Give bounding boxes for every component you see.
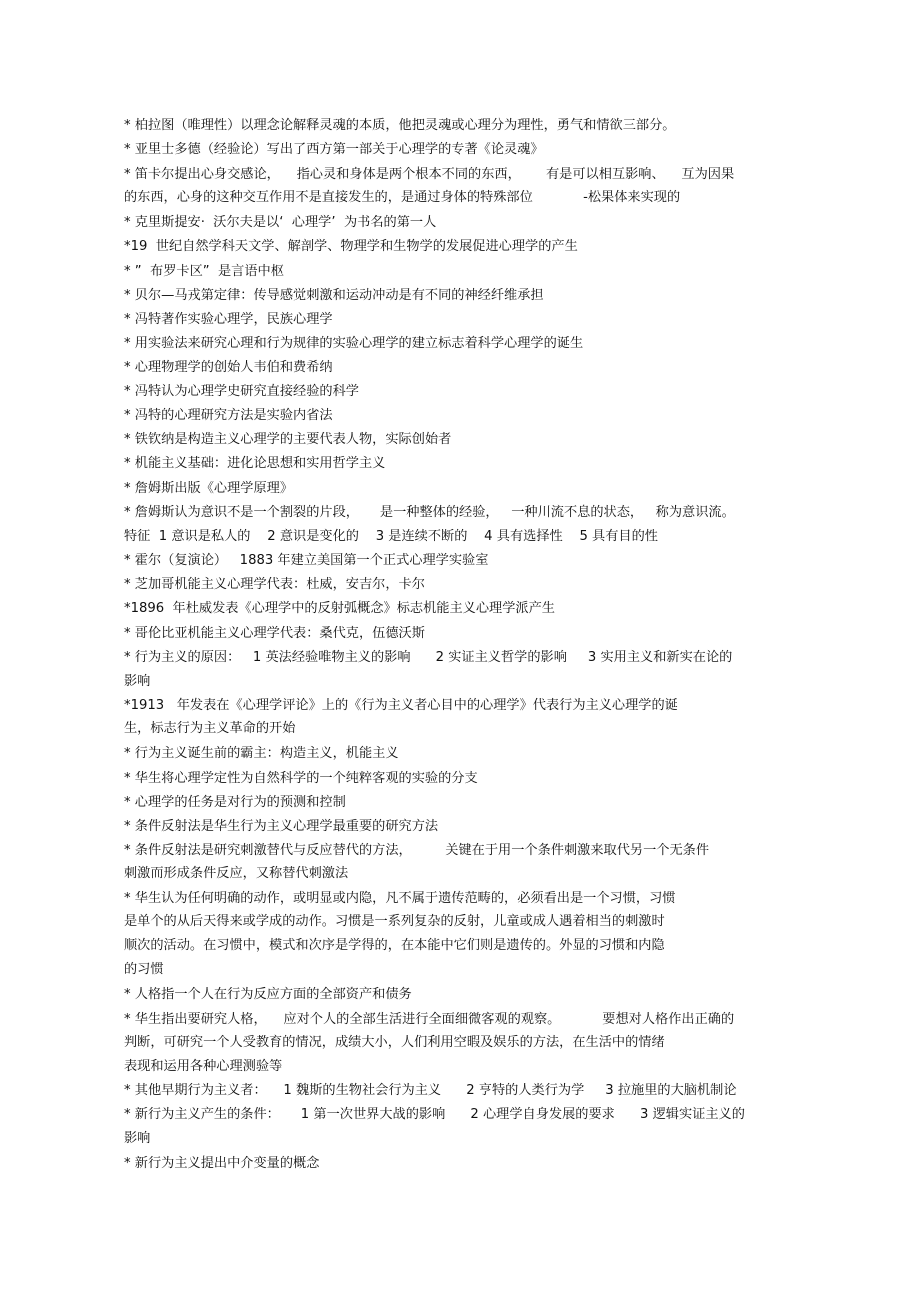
text-line: * 心理学的任务是对行为的预测和控制 (124, 795, 346, 810)
text-line: * 条件反射法是研究刺激替代与反应替代的方法， 关键在于用一个条件刺激来取代另一个无条件 (124, 843, 710, 858)
text-line: 的习惯 (124, 962, 164, 977)
text-line: * 冯特认为心理学史研究直接经验的科学 (124, 384, 359, 399)
text-line: * 霍尔（复演论） 1883 年建立美国第一个正式心理学实验室 (124, 553, 489, 568)
text-line: * 詹姆斯出版《心理学原理》 (124, 481, 294, 496)
text-line: * 行为主义的原因： 1 英法经验唯物主义的影响 2 实证主义哲学的影响 3 实用主义和新实在论的 (124, 650, 733, 665)
text-line: 判断，可研究一个人受教育的情况，成绩大小，人们利用空暇及娱乐的方法，在生活中的情绪 (124, 1035, 665, 1050)
text-line: *19 世纪自然学科天文学、解剖学、物理学和生物学的发展促进心理学的产生 (124, 239, 578, 254)
text-line: 影响 (124, 1131, 151, 1146)
text-line: * 华生认为任何明确的动作，或明显或内隐，凡不属于遗传范畴的，必须看出是一个习惯，习惯 (124, 891, 676, 906)
text-line: * 行为主义诞生前的霸主：构造主义，机能主义 (124, 746, 399, 761)
text-line: * 新行为主义提出中介变量的概念 (124, 1156, 320, 1171)
text-line: 表现和运用各种心理测验等 (124, 1059, 283, 1074)
text-line: * 哥伦比亚机能主义心理学代表：桑代克，伍德沃斯 (124, 626, 425, 641)
text-line: * 人格指一个人在行为反应方面的全部资产和债务 (124, 987, 412, 1002)
text-line: * 机能主义基础：进化论思想和实用哲学主义 (124, 456, 386, 471)
text-line: 影响 (124, 674, 151, 689)
text-line: * 用实验法来研究心理和行为规律的实验心理学的建立标志着科学心理学的诞生 (124, 336, 584, 351)
text-line: * 华生指出要研究人格， 应对个人的全部生活进行全面细微客观的观察。 要想对人格作出正确的 (124, 1012, 735, 1027)
text-line: * 笛卡尔提出心身交感论， 指心灵和身体是两个根本不同的东西， 有是可以相互影响、 互为因果 (124, 167, 735, 182)
text-line: 顺次的活动。在习惯中，模式和次序是学得的，在本能中它们则是遗传的。外显的习惯和内隐 (124, 938, 665, 953)
text-line: 是单个的从后天得来或学成的动作。习惯是一系列复杂的反射，儿童或成人遇着相当的刺激时 (124, 914, 665, 929)
text-line: * 贝尔—马戎第定律：传导感觉刺激和运动冲动是有不同的神经纤维承担 (124, 288, 544, 303)
text-line: * 铁钦纳是构造主义心理学的主要代表人物，实际创始者 (124, 432, 452, 447)
text-line: * 其他早期行为主义者： 1 魏斯的生物社会行为主义 2 亨特的人类行为学 3 拉施里的大脑机制论 (124, 1083, 737, 1098)
text-line: * 亚里士多德（经验论）写出了西方第一部关于心理学的专著《论灵魂》 (124, 142, 544, 157)
text-line: * 心理物理学的创始人韦伯和费希纳 (124, 360, 333, 375)
text-line: * 冯特的心理研究方法是实验内省法 (124, 408, 333, 423)
text-line: * 詹姆斯认为意识不是一个割裂的片段， 是一种整体的经验， 一种川流不息的状态， 称为意识流。 (124, 505, 735, 520)
text-line: * ” 布罗卡区” 是言语中枢 (124, 264, 284, 279)
text-line: * 华生将心理学定性为自然科学的一个纯粹客观的实验的分支 (124, 771, 478, 786)
text-line: 刺激而形成条件反应，又称替代刺激法 (124, 866, 349, 881)
text-line: *1913 年发表在《心理学评论》上的《行为主义者心目中的心理学》代表行为主义心理学的诞 (124, 698, 678, 713)
text-line: * 克里斯提安· 沃尔夫是以‘ 心理学’ 为书名的第一人 (124, 215, 437, 230)
text-line: 特征 1 意识是私人的 2 意识是变化的 3 是连续不断的 4 具有选择性 5 具有目的性 (124, 529, 658, 544)
text-line: * 条件反射法是华生行为主义心理学最重要的研究方法 (124, 819, 439, 834)
text-line: 的东西，心身的这种交互作用不是直接发生的，是通过身体的特殊部位 -松果体来实现的 (124, 190, 681, 205)
text-line: * 芝加哥机能主义心理学代表：杜威，安吉尔，卡尔 (124, 577, 425, 592)
text-line: * 新行为主义产生的条件： 1 第一次世界大战的影响 2 心理学自身发展的要求 3 逻辑实证主义的 (124, 1107, 745, 1122)
text-line: 生，标志行为主义革命的开始 (124, 721, 296, 736)
text-line: *1896 年杜威发表《心理学中的反射弧概念》标志机能主义心理学派产生 (124, 601, 555, 616)
text-line: * 冯特著作实验心理学，民族心理学 (124, 312, 333, 327)
text-line: * 柏拉图（唯理性）以理念论解释灵魂的本质，他把灵魂或心理分为理性，勇气和情欲三部分。 (124, 118, 676, 133)
